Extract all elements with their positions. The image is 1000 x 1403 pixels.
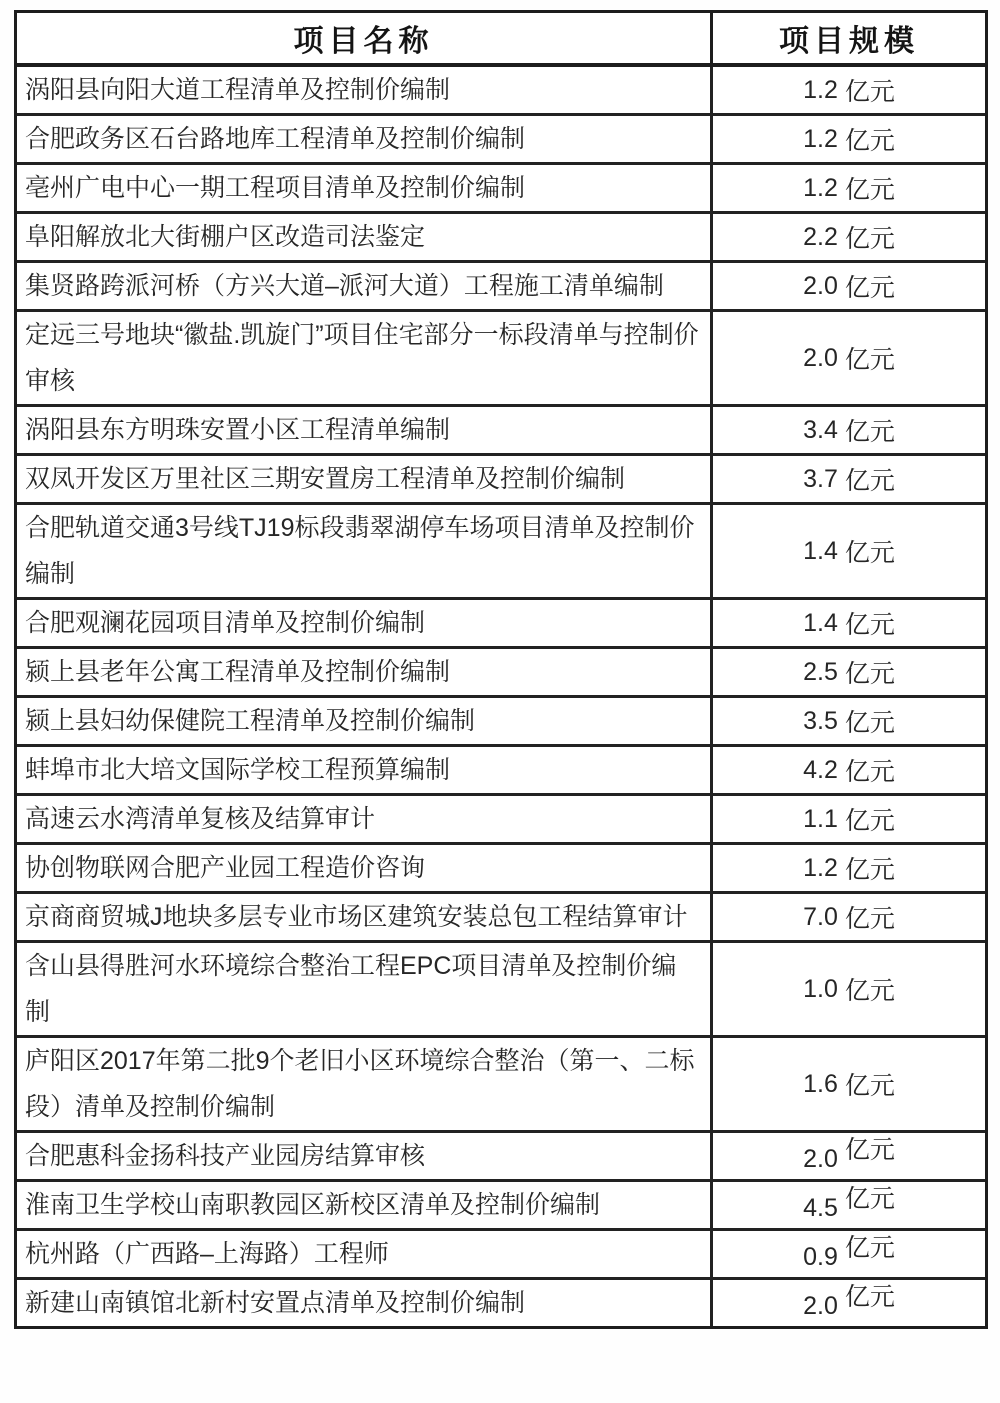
- scale-unit: 亿元: [844, 758, 895, 786]
- project-name-cell: 集贤路跨派河桥（方兴大道–派河大道）工程施工清单编制: [17, 263, 713, 309]
- scale-unit: 亿元: [844, 539, 895, 567]
- table-row: [17, 1038, 985, 1133]
- project-name-cell: 颍上县老年公寓工程清单及控制价编制: [17, 649, 713, 695]
- scale-unit: 亿元: [844, 274, 895, 302]
- table-row: [17, 407, 985, 456]
- project-scale-cell: [713, 67, 985, 113]
- scale-unit: 亿元: [844, 176, 895, 204]
- project-name-cell: 合肥政务区石台路地库工程清单及控制价编制: [17, 116, 713, 162]
- table-row: [17, 67, 985, 116]
- project-scale-cell: [713, 116, 985, 162]
- project-scale-cell: [713, 845, 985, 891]
- project-scale-cell: [713, 1231, 985, 1277]
- project-name-cell: 亳州广电中心一期工程项目清单及控制价编制: [17, 165, 713, 211]
- scale-amount: 1.2: [803, 853, 838, 882]
- project-scale-cell: [713, 894, 985, 940]
- project-name-cell: 含山县得胜河水环境综合整治工程EPC项目清单及控制价编制: [17, 943, 713, 1035]
- project-scale-cell: [713, 698, 985, 744]
- project-scale-cell: [713, 600, 985, 646]
- scale-unit: 亿元: [844, 346, 895, 374]
- scale-unit: 亿元: [844, 418, 895, 446]
- project-scale-cell: [713, 214, 985, 260]
- column-header-project-name: 项目名称: [17, 13, 713, 63]
- scale-amount: 1.0: [803, 974, 838, 1003]
- scale-amount: 1.2: [803, 173, 838, 202]
- table-row: [17, 1133, 985, 1182]
- scale-unit: 亿元: [844, 856, 895, 884]
- project-name-cell: 阜阳解放北大街棚户区改造司法鉴定: [17, 214, 713, 260]
- scale-amount: 4.2: [803, 755, 838, 784]
- project-scale-cell: [713, 505, 985, 597]
- scale-unit: 亿元: [844, 1283, 895, 1311]
- table-row: [17, 649, 985, 698]
- project-name-cell: 高速云水湾清单复核及结算审计: [17, 796, 713, 842]
- table-row: [17, 1280, 985, 1326]
- table-body: [17, 67, 985, 1326]
- project-name-cell: 定远三号地块“徽盐.凯旋门”项目住宅部分一标段清单与控制价审核: [17, 312, 713, 404]
- project-scale-cell: [713, 407, 985, 453]
- project-name-cell: 合肥轨道交通3号线TJ19标段翡翠湖停车场项目清单及控制价编制: [17, 505, 713, 597]
- project-scale-cell: [713, 943, 985, 1035]
- scale-amount: 2.5: [803, 657, 838, 686]
- table-row: [17, 1231, 985, 1280]
- project-scale-cell: [713, 796, 985, 842]
- scale-unit: 亿元: [844, 467, 895, 495]
- scale-amount: 1.4: [803, 536, 838, 565]
- scale-unit: 亿元: [844, 709, 895, 737]
- project-name-cell: 合肥惠科金扬科技产业园房结算审核: [17, 1133, 713, 1179]
- project-scale-cell: [713, 263, 985, 309]
- project-name-cell: 涡阳县向阳大道工程清单及控制价编制: [17, 67, 713, 113]
- scale-amount: 3.5: [803, 706, 838, 735]
- project-scale-cell: [713, 1182, 985, 1228]
- table-row: [17, 214, 985, 263]
- scale-unit: 亿元: [844, 611, 895, 639]
- table-row: [17, 698, 985, 747]
- table-row: [17, 1182, 985, 1231]
- table-row: [17, 747, 985, 796]
- scale-amount: 0.9: [803, 1242, 838, 1271]
- project-scale-cell: [713, 1038, 985, 1130]
- table-row: [17, 165, 985, 214]
- project-table: [14, 10, 988, 1329]
- scale-unit: 亿元: [844, 660, 895, 688]
- scale-unit: 亿元: [844, 1072, 895, 1100]
- scale-amount: 3.4: [803, 415, 838, 444]
- table-row: [17, 894, 985, 943]
- project-name-cell: 蚌埠市北大培文国际学校工程预算编制: [17, 747, 713, 793]
- table-row: [17, 796, 985, 845]
- table-row: [17, 263, 985, 312]
- table-row: [17, 116, 985, 165]
- scale-amount: 7.0: [803, 902, 838, 931]
- project-name-cell: 淮南卫生学校山南职教园区新校区清单及控制价编制: [17, 1182, 713, 1228]
- scale-amount: 2.2: [803, 222, 838, 251]
- scale-unit: 亿元: [844, 1136, 895, 1164]
- table-row: [17, 845, 985, 894]
- scale-amount: 1.4: [803, 608, 838, 637]
- scale-unit: 亿元: [844, 225, 895, 253]
- table-row: [17, 312, 985, 407]
- scale-amount: 1.2: [803, 124, 838, 153]
- scale-unit: 亿元: [844, 807, 895, 835]
- table-row: [17, 943, 985, 1038]
- project-scale-cell: [713, 165, 985, 211]
- project-name-cell: 合肥观澜花园项目清单及控制价编制: [17, 600, 713, 646]
- project-name-cell: 杭州路（广西路–上海路）工程师: [17, 1231, 713, 1277]
- project-name-cell: 京商商贸城J地块多层专业市场区建筑安装总包工程结算审计: [17, 894, 713, 940]
- scale-unit: 亿元: [844, 1185, 895, 1213]
- table-row: [17, 600, 985, 649]
- project-name-cell: 双凤开发区万里社区三期安置房工程清单及控制价编制: [17, 456, 713, 502]
- column-header-project-scale: 项目规模: [779, 25, 919, 58]
- table-row: [17, 456, 985, 505]
- project-scale-cell: [713, 747, 985, 793]
- project-name-cell: 颍上县妇幼保健院工程清单及控制价编制: [17, 698, 713, 744]
- scale-amount: 1.6: [803, 1069, 838, 1098]
- project-scale-cell: [713, 456, 985, 502]
- scale-amount: 2.0: [803, 343, 838, 372]
- project-name-cell: 协创物联网合肥产业园工程造价咨询: [17, 845, 713, 891]
- table-row: [17, 505, 985, 600]
- project-name-cell: 庐阳区2017年第二批9个老旧小区环境综合整治（第一、二标段）清单及控制价编制: [17, 1038, 713, 1130]
- project-name-cell: 新建山南镇馆北新村安置点清单及控制价编制: [17, 1280, 713, 1326]
- project-name-cell: 涡阳县东方明珠安置小区工程清单编制: [17, 407, 713, 453]
- table-header-row: [17, 13, 985, 67]
- project-scale-cell: [713, 1133, 985, 1179]
- scale-unit: 亿元: [844, 1234, 895, 1262]
- scale-amount: 2.0: [803, 1144, 838, 1173]
- scale-amount: 1.2: [803, 75, 838, 104]
- scale-amount: 2.0: [803, 271, 838, 300]
- scale-unit: 亿元: [844, 977, 895, 1005]
- scale-amount: 1.1: [803, 804, 838, 833]
- project-scale-cell: [713, 649, 985, 695]
- project-scale-cell: [713, 312, 985, 404]
- project-scale-cell: [713, 1280, 985, 1326]
- scale-amount: 4.5: [803, 1193, 838, 1222]
- scale-unit: 亿元: [844, 905, 895, 933]
- scale-amount: 3.7: [803, 464, 838, 493]
- scale-unit: 亿元: [844, 127, 895, 155]
- scale-unit: 亿元: [844, 78, 895, 106]
- scale-amount: 2.0: [803, 1291, 838, 1320]
